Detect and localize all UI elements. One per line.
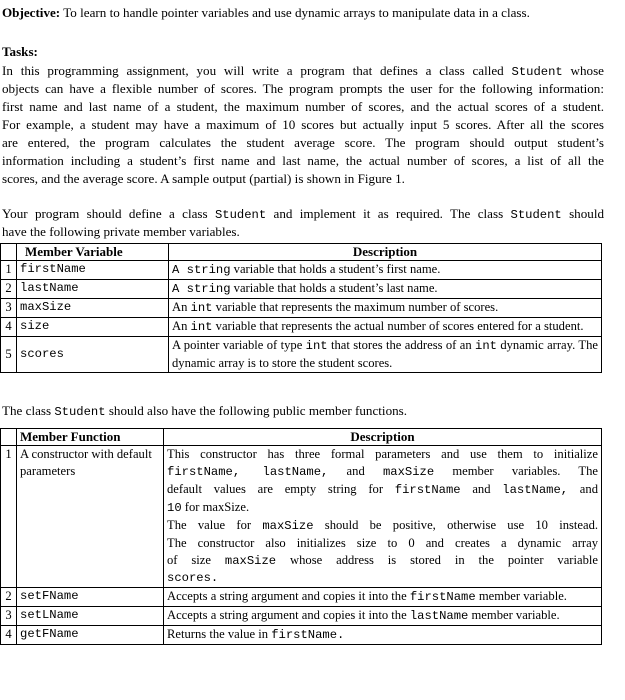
functions-intro: [2, 402, 407, 421]
row-number: 2: [1, 280, 17, 299]
function-name: setFName: [17, 588, 164, 607]
p1-line-5: are entered, the program calculates the student average score. The program should output student’s: [2, 135, 604, 150]
text-pre: Accepts a string argument and copies it into the: [167, 608, 410, 622]
desc-line: [167, 552, 598, 570]
member-name: size: [17, 318, 169, 337]
function-description: [164, 607, 602, 626]
desc-text-2: dynamic array. The dynamic array is to store the student scores.: [172, 338, 598, 370]
code-maxSize: maxSize: [224, 554, 277, 568]
row-number: 4: [1, 626, 17, 645]
p1-student-code: Student: [511, 65, 563, 79]
code-lastName: lastName,: [240, 465, 329, 479]
desc-line: [167, 463, 598, 481]
desc-text: variable that represents the actual number of scores entered for a student.: [212, 319, 584, 333]
p2-line-2: have the following private member variables.: [2, 224, 240, 239]
member-description: [169, 337, 602, 373]
p2-l1b: and implement it as required. The class: [266, 206, 511, 221]
text-and: and: [460, 482, 503, 496]
p2-l1a: Your program should define a class: [2, 206, 215, 221]
text-post: for maxSize.: [181, 500, 250, 514]
desc-code: A string: [172, 282, 231, 296]
row-number: 4: [1, 318, 17, 337]
text-post: whose address is stored in the pointer variable: [276, 553, 598, 567]
member-description: [169, 280, 602, 299]
text-pre: default values are empty string for: [167, 482, 395, 496]
text-post: member variable.: [475, 589, 567, 603]
text-post: should be positive, otherwise use 10 instead.: [313, 518, 599, 532]
member-name: lastName: [17, 280, 169, 299]
function-description: [164, 588, 602, 607]
p1-line-2: objects can have a flexible number of scores. The program prompts the user for the following information:: [2, 81, 604, 96]
desc-pre: A pointer variable of type: [172, 338, 306, 352]
member-variables-table: [0, 243, 602, 373]
table-header-row: [1, 429, 602, 446]
desc-pre: An: [172, 300, 191, 314]
member-name: firstName: [17, 261, 169, 280]
tasks-heading-text: Tasks:: [2, 44, 38, 59]
desc-line: [167, 481, 598, 499]
member-functions-table: [0, 428, 602, 645]
text-and: and: [328, 464, 383, 478]
code-maxSize: maxSize: [382, 465, 435, 479]
row-number: 1: [1, 446, 17, 588]
num-header: [1, 244, 17, 261]
code-10: 10: [167, 501, 182, 515]
desc-code: int: [305, 339, 328, 353]
text-post: member variable.: [468, 608, 560, 622]
code-lastName: lastName: [409, 609, 469, 623]
num-header: [1, 429, 17, 446]
tasks-heading: [2, 43, 38, 61]
table-row: [1, 280, 602, 299]
text-pre: of size: [167, 553, 225, 567]
member-name: scores: [17, 337, 169, 373]
description-header: Description: [164, 429, 602, 446]
desc-pre: An: [172, 319, 191, 333]
desc-line: [167, 499, 598, 517]
member-description: [169, 261, 602, 280]
desc-code: A string: [172, 263, 231, 277]
table-row: [1, 299, 602, 318]
table-row: [1, 588, 602, 607]
p1-l1b: whose: [562, 63, 604, 78]
function-description: [164, 626, 602, 645]
text-pre: The value for: [167, 518, 263, 532]
code-maxSize: maxSize: [262, 519, 314, 533]
objective-label: Objective:: [2, 5, 61, 20]
objective-text: To learn to handle pointer variables and use dynamic arrays to manipulate data in a class.: [63, 5, 530, 20]
p2-student-code-1: Student: [214, 208, 267, 222]
text-pre: Returns the value in: [167, 627, 272, 641]
member-name: maxSize: [17, 299, 169, 318]
p1-line-6: information including a student’s first name and last name, the actual number of scores, a list of all the: [2, 153, 604, 168]
table-header-row: [1, 244, 602, 261]
code-firstName: firstName.: [271, 628, 345, 642]
code-firstName: firstName,: [167, 465, 241, 479]
objective-line: [2, 4, 530, 22]
p1-line-3: first name and last name of a student, the maximum number of scores, and the actual scores of a student.: [2, 99, 604, 114]
row-number: 2: [1, 588, 17, 607]
code-lastName: lastName,: [502, 483, 569, 497]
code-firstName: firstName: [394, 483, 461, 497]
table-row: [1, 446, 602, 588]
text-post: and: [568, 482, 598, 496]
function-description: [164, 446, 602, 588]
p2-line-1: [2, 205, 604, 224]
member-description: [169, 299, 602, 318]
table-row: [1, 626, 602, 645]
code-firstName: firstName: [409, 590, 476, 604]
desc-code: int: [190, 320, 213, 334]
row-number: 1: [1, 261, 17, 280]
member-variable-header: Member Variable: [17, 244, 169, 261]
text-post: member variables. The: [434, 464, 598, 478]
desc-text: that stores the address of an: [327, 338, 476, 352]
p2-l1c: should: [561, 206, 605, 221]
fi-post: should also have the following public member functions.: [105, 403, 408, 418]
description-header: Description: [169, 244, 602, 261]
desc-code: int: [190, 301, 213, 315]
text-pre: Accepts a string argument and copies it into the: [167, 589, 410, 603]
desc-code-2: int: [475, 339, 497, 353]
p2-student-code-2: Student: [510, 208, 562, 222]
row-number: 3: [1, 299, 17, 318]
p1-line-4: For example, a student may have a maximum of 10 scores but actually input 5 scores. After all the scores: [2, 117, 604, 132]
table-row: [1, 318, 602, 337]
function-name: A constructor with default parameters: [17, 446, 164, 588]
table-row: [1, 607, 602, 626]
p1-line-1: [2, 62, 604, 81]
member-description: [169, 318, 602, 337]
fi-student-code: Student: [54, 405, 106, 419]
desc-text: variable that represents the maximum number of scores.: [212, 300, 499, 314]
table-row: [1, 261, 602, 280]
row-number: 5: [1, 337, 17, 373]
code-scores: scores.: [167, 571, 219, 585]
function-name: setLName: [17, 607, 164, 626]
desc-line: The constructor also initializes size to 0 and creates a dynamic array: [167, 536, 598, 550]
row-number: 3: [1, 607, 17, 626]
p1-line-7: scores, and the average score. A sample output (partial) is shown in Figure 1.: [2, 171, 405, 186]
desc-line: This constructor has three formal parameters and use them to initialize: [167, 447, 598, 461]
p1-l1a: In this programming assignment, you will write a program that defines a class called: [2, 63, 512, 78]
member-function-header: Member Function: [17, 429, 164, 446]
table-row: [1, 337, 602, 373]
function-name: getFName: [17, 626, 164, 645]
fi-pre: The class: [2, 403, 55, 418]
desc-line: [167, 517, 598, 535]
desc-text: variable that holds a student’s last name.: [230, 281, 438, 295]
desc-text: variable that holds a student’s first name.: [230, 262, 441, 276]
